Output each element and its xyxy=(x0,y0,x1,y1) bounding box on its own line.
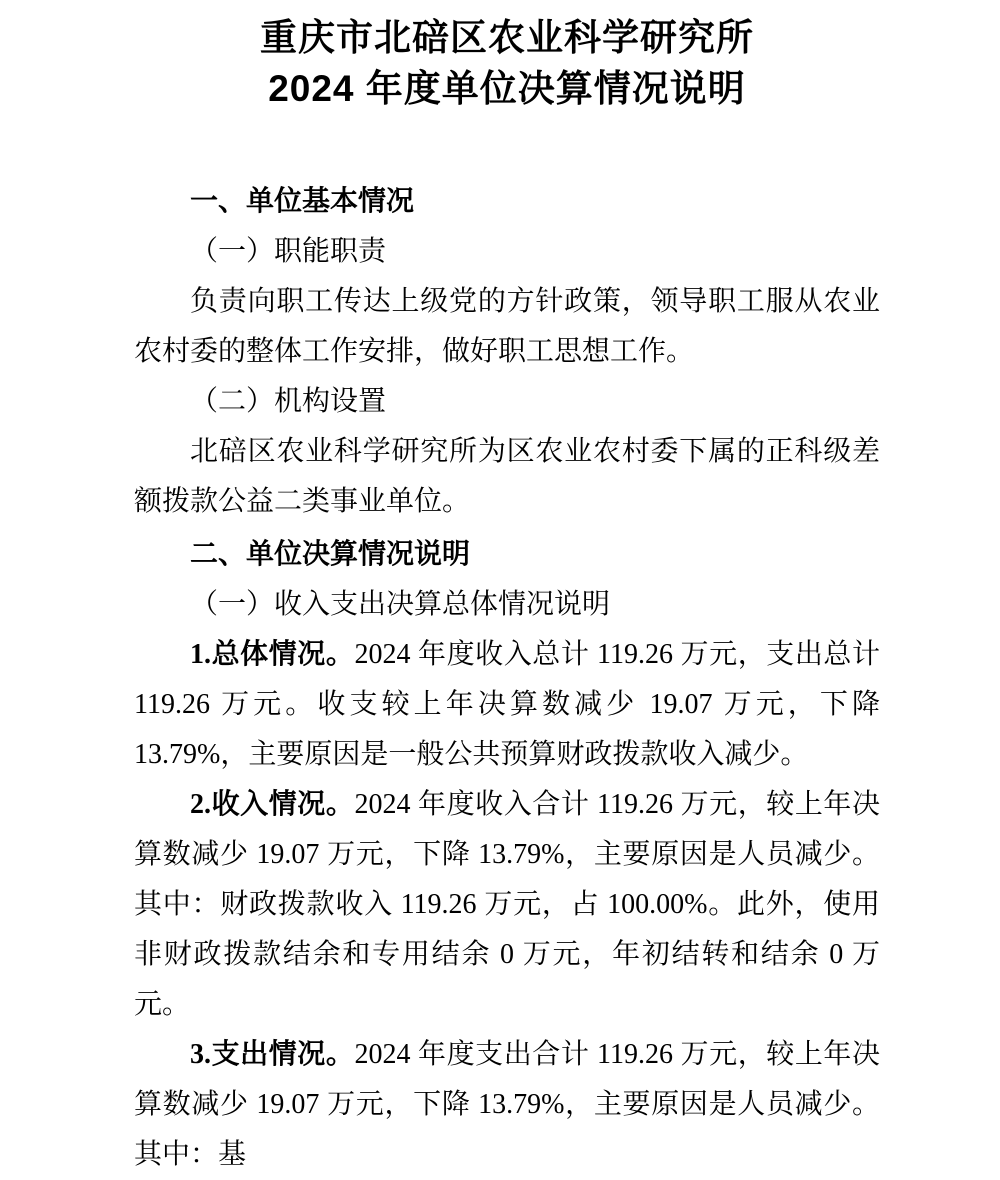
paragraph-lead: 2.收入情况。 xyxy=(190,789,355,820)
paragraph-text: 北碚区农业科学研究所为区农业农村委下属的正科级差额拨款公益二类事业单位。 xyxy=(134,436,880,517)
paragraph-text: 2024 年度收入合计 119.26 万元，较上年决算数减少 19.07 万元，下降 13.79%，主要原因是人员减少。其中：财政拨款收入 119.26 万元，占 100.00%。此外，使用非财政拨款结余和专用结余 0 万元，年初结转和结余 0 万元。 xyxy=(134,789,880,1020)
paragraph xyxy=(134,630,880,780)
paragraph xyxy=(134,780,880,1030)
paragraph-lead: 1.总体情况。 xyxy=(190,639,355,670)
subsection-heading: （一）收入支出决算总体情况说明 xyxy=(190,589,611,620)
subsection-heading: （二）机构设置 xyxy=(190,386,387,417)
paragraph xyxy=(134,1030,880,1180)
paragraph xyxy=(134,427,880,527)
paragraph-text: 2024 年度收入总计 119.26 万元，支出总计 119.26 万元。收支较上年决算数减少 19.07 万元，下降 13.79%，主要原因是一般公共预算财政拨款收入减少。 xyxy=(134,639,880,770)
paragraph-lead: 3.支出情况。 xyxy=(190,1039,355,1070)
paragraph xyxy=(134,277,880,377)
section-heading: 二、单位决算情况说明 xyxy=(190,538,471,569)
subsection-heading: （一）职能职责 xyxy=(190,236,387,267)
document-body xyxy=(134,174,880,1180)
paragraph-text: 2024 年度支出合计 119.26 万元，较上年决算数减少 19.07 万元，下降 13.79%，主要原因是人员减少。其中：基 xyxy=(134,1039,880,1170)
section-heading: 一、单位基本情况 xyxy=(190,185,415,216)
document-title-line1: 重庆市北碚区农业科学研究所 xyxy=(260,17,754,58)
paragraph-text: 负责向职工传达上级党的方针政策，领导职工服从农业农村委的整体工作安排，做好职工思想工作。 xyxy=(134,286,880,367)
document-title-line2: 2024 年度单位决算情况说明 xyxy=(268,68,746,109)
